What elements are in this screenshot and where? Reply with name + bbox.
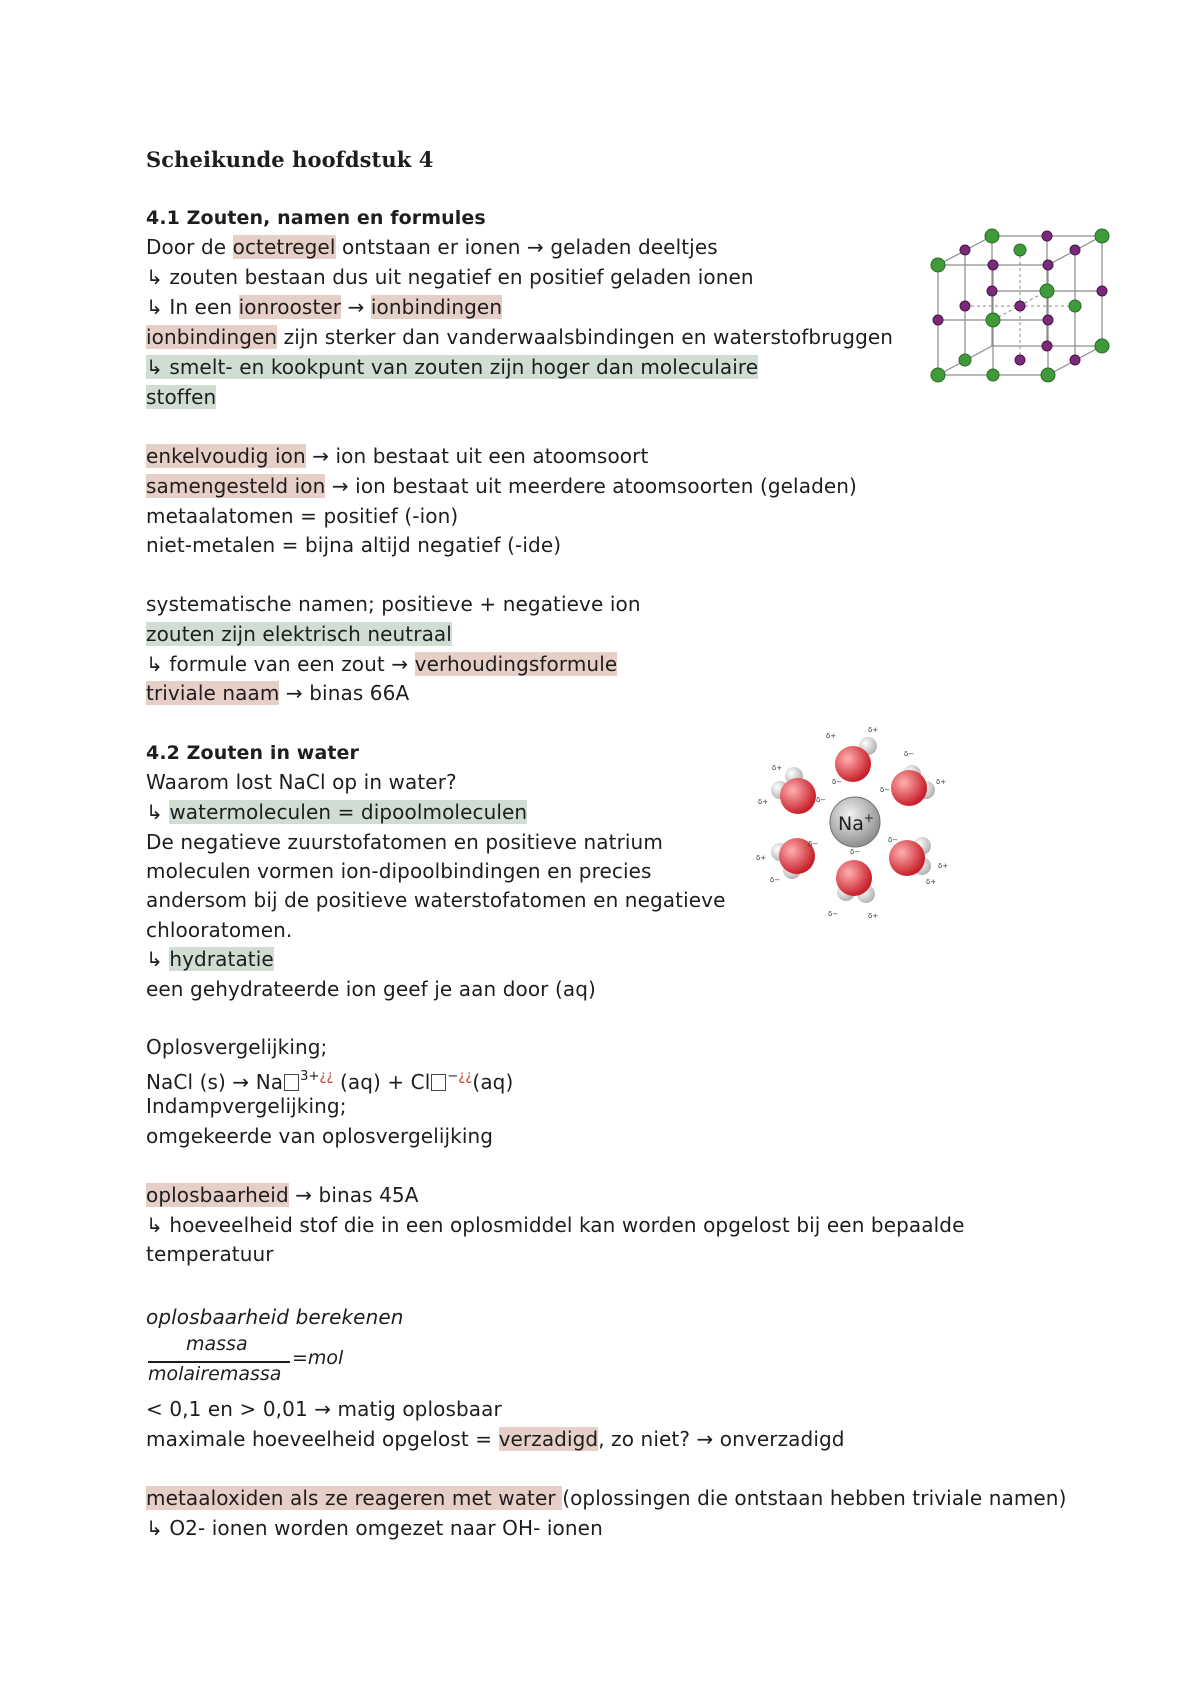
svg-text:δ+: δ+ [936,778,947,786]
svg-text:δ−: δ− [816,796,827,804]
highlight-term: oplosbaarheid [146,1183,289,1207]
text-line: metaaloxiden als ze reageren met water (oplossingen die ontstaan hebben triviale namen) [146,1486,1067,1510]
highlight-term: octetregel [232,235,336,259]
text-line: ↳ watermoleculen = dipoolmoleculen [146,800,528,824]
highlight-note: stoffen [146,385,217,409]
highlight-term: samengesteld ion [146,474,326,498]
highlight-term: triviale naam [146,681,280,705]
water-molecule [771,767,816,814]
text-line: De negatieve zuurstofatomen en positieve natrium [146,830,663,854]
text-line: maximale hoeveelheid opgelost = verzadigd, zo niet? → onverzadigd [146,1427,845,1451]
svg-text:δ−: δ− [850,848,861,856]
water-molecule [836,860,875,903]
section-heading-4-1: 4.1 Zouten, namen en formules [146,207,486,229]
text-line: ↳ In een ionrooster → ionbindingen [146,295,503,319]
svg-text:Na+: Na+ [838,811,874,835]
water-molecule [835,737,877,782]
svg-text:δ−: δ− [832,778,843,786]
text-line: andersom bij de positieve waterstofatomen en negatieve [146,888,726,912]
text-line: oplosbaarheid berekenen [146,1305,404,1329]
svg-text:δ+: δ+ [772,764,783,772]
text-line: een gehydrateerde ion geef je aan door (aq) [146,977,596,1001]
formula-numerator: massa [186,1333,248,1355]
svg-text:δ−: δ− [904,750,915,758]
missing-glyph-icon [431,1074,446,1091]
text-line: samengesteld ion → ion bestaat uit meerdere atoomsoorten (geladen) [146,474,857,498]
highlight-term: verzadigd [498,1427,599,1451]
svg-text:δ+: δ+ [926,878,937,886]
svg-text:δ+: δ+ [758,798,769,806]
text-line: < 0,1 en > 0,01 → matig oplosbaar [146,1397,502,1421]
highlight-note: hydratatie [169,947,274,971]
text-line: ↳ hydratatie [146,947,274,971]
highlight-note: watermoleculen = dipoolmoleculen [169,800,528,824]
svg-text:δ+: δ+ [826,732,837,740]
dissolution-equation: NaCl (s) → Na $^{3+¿¿}$ (aq) + Cl −¿¿(aq) [146,1069,514,1094]
svg-text:δ−: δ− [888,836,899,844]
text-line: ↳ formule van een zout → verhoudingsformule [146,652,618,676]
section-heading-4-2: 4.2 Zouten in water [146,742,360,764]
text-line [146,383,216,411]
svg-text:δ−: δ− [808,840,819,848]
highlight-term: ionrooster [238,295,342,319]
text-line: temperatuur [146,1242,274,1266]
text-line: chlooratomen. [146,918,293,942]
formula-result: =mol [292,1347,344,1369]
svg-text:δ+: δ+ [868,912,879,920]
svg-text:δ+: δ+ [756,854,767,862]
text-line: oplosbaarheid → binas 45A [146,1183,419,1207]
water-molecule [891,765,935,806]
text-line: metaalatomen = positief (-ion) [146,504,459,528]
highlight-term: enkelvoudig ion [146,444,306,468]
highlight-term: ionbindingen [146,325,278,349]
highlight-note: ↳ smelt- en kookpunt van zouten zijn hoger dan moleculaire [146,355,759,379]
text-line: Waarom lost NaCl op in water? [146,770,457,794]
text-line: ionbindingen zijn sterker dan vanderwaalsbindingen en waterstofbruggen [146,325,894,349]
highlight-note: zouten zijn elektrisch neutraal [146,622,452,646]
text-line: moleculen vormen ion-dipoolbindingen en precies [146,859,652,883]
text-line: Door de octetregel ontstaan er ionen → geladen deeltjes [146,235,718,259]
text-line: triviale naam → binas 66A [146,681,410,705]
text-line: ↳ O2- ionen worden omgezet naar OH- ionen [146,1516,603,1540]
svg-text:δ−: δ− [828,910,839,918]
text-line [146,353,758,381]
svg-text:δ+: δ+ [938,862,949,870]
text-line: omgekeerde van oplosvergelijking [146,1124,494,1148]
text-line: ↳ hoeveelheid stof die in een oplosmiddel kan worden opgelost bij een bepaalde [146,1213,965,1237]
page-title: Scheikunde hoofdstuk 4 [146,147,434,172]
highlight-term: verhoudingsformule [414,652,618,676]
text-line: ↳ zouten bestaan dus uit negatief en positief geladen ionen [146,265,754,289]
highlight-term: metaaloxiden als ze reageren met water [146,1486,563,1510]
hydrated-sodium-figure [750,720,970,935]
svg-text:δ+: δ+ [868,726,879,734]
highlight-term: ionbindingen [370,295,503,319]
formula-denominator: molairemassa [148,1363,282,1385]
text-line [146,620,452,648]
missing-glyph-icon [284,1074,299,1091]
text-line: Oplosvergelijking; [146,1035,328,1059]
svg-text:δ−: δ− [770,876,781,884]
nacl-lattice-figure [920,220,1120,390]
text-line: systematische namen; positieve + negatieve ion [146,592,641,616]
svg-text:δ−: δ− [880,786,891,794]
text-line: enkelvoudig ion → ion bestaat uit een atoomsoort [146,444,649,468]
text-line: Indampvergelijking; [146,1094,347,1118]
text-line: niet-metalen = bijna altijd negatief (-ide) [146,533,562,557]
